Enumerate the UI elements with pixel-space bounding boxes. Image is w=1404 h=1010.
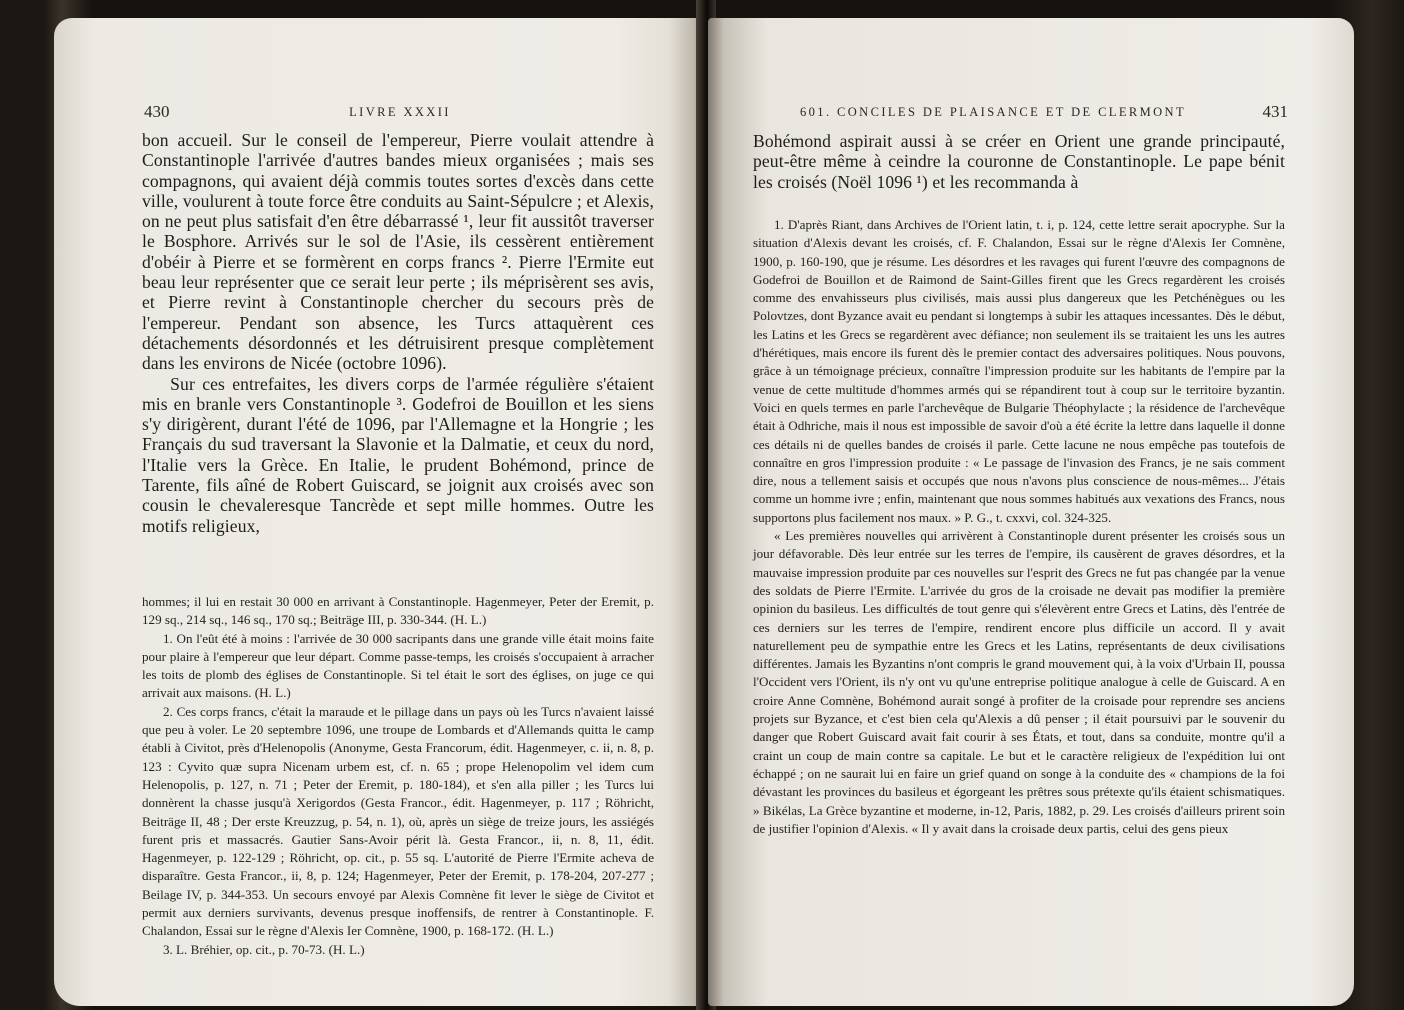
footnote: 3. L. Bréhier, op. cit., p. 70-73. (H. L.) xyxy=(162,941,365,957)
footnote: 1. D'après Riant, dans Archives de l'Orient latin, t. i, p. 124, cette lettre serait apocryphe. Sur la situation d'Alexis devant les croisés, cf. F. Chalandon, Essai sur le règne d'Alexis Ier Comnène, 1900, p. 160-190, que je résume. Les désordres et les ravages qui furent l'œuvre des compagnons de Godefroi de Bouillon et de Raimond de Saint-Gilles firent que les Grecs regardèrent les croisés comme des envahisseurs plus civilisés, mais aussi plus dangereux que les Petchénègues ou les Polovtzes, dont Byzance avait eu pendant si longtemps à subir les attaques incessantes. Dès le début, les Latins et les Grecs se regardèrent avec défiance; non seulement ils se traitaient les uns les autres d'hérétiques, mais encore ils furent dès le premier contact des adversaires politiques. Nous pouvons, grâce à un témoignage précieux, connaître l'impression produite sur les habitants de l'empire par la venue de cette multitude d'hommes armés qui se répandirent tout à coup sur le territoire byzantin. Voici en quels termes en parle l'archevêque de Bulgarie Théophylacte ; la résidence de l'archevêque était à Odhriche, mais il nous est impossible de savoir d'où a été écrite la lettre dans laquelle il donne ces détails ni de quelles bandes de croisés il parle. Cette lacune ne nous empêche pas toutefois de connaître en gros l'impression produite : « Le passage de l'invasion des Francs, je ne sais comment dire, nous a tellement saisis et occupés que nous n'avons plus conscience de nous-mêmes... J'étais comme un homme ivre ; enfin, maintenant que nous sommes habitués aux vexations des Francs, nous supportons plus facilement nos maux. » P. G., t. cxxvi, col. 324-325. xyxy=(753,217,1286,525)
running-head-title-right: 601. CONCILES DE PLAISANCE ET DE CLERMONT xyxy=(800,105,1187,119)
body-paragraph: Bohémond aspirait aussi à se créer en Orient une grande principauté, peut-être même à ceindre la couronne de Constantinople. Le pape bénit les croisés (Noël 1096 ¹) et les recommanda à xyxy=(753,131,1285,192)
left-body-text xyxy=(142,130,654,536)
footnote-continued: hommes; il lui en restait 30 000 en arrivant à Constantinople. Hagenmeyer, Peter der Eremit, p. 129 sq., 214 sq., 146 sq., 170 sq.; Beiträge III, p. 330-344. (H. L.) xyxy=(142,594,654,628)
left-footnotes xyxy=(142,593,654,959)
running-head-title-left: LIVRE XXXII xyxy=(349,105,451,119)
right-body-text xyxy=(753,131,1285,192)
body-paragraph: Sur ces entrefaites, les divers corps de l'armée régulière s'étaient mis en branle vers Constantinople ³. Godefroi de Bouillon et les siens s'y dirigèrent, durant l'été de 1096, par l'Allemagne et la Hongrie ; les Français du sud traversant la Slavonie et la Dalmatie, et ceux du nord, l'Italie vers la Grèce. En Italie, le prudent Bohémond, prince de Tarente, fils aîné de Robert Guiscard, se joignit aux croisés avec son cousin le chevaleresque Tancrède et sept mille hommes. Outre les motifs religieux, xyxy=(142,373,654,536)
footnote: 1. On l'eût été à moins : l'arrivée de 30 000 sacripants dans une grande ville était moins faite pour plaire à l'empereur que leur départ. Comme passe-temps, les croisés s'occupaient à arracher les toits de plomb des églises de Constantinople. Si tel était le sort des églises, on juge ce qui arrivait aux maisons. (H. L.) xyxy=(142,630,654,701)
body-paragraph: bon accueil. Sur le conseil de l'empereur, Pierre voulait attendre à Constantinople l'arrivée d'autres bandes mieux organisées ; mais ses compagnons, qui avaient déjà commis toutes sortes d'excès dans cette ville, voulurent à toute force être conduits au Saint-Sépulcre ; et Alexis, on ne peut plus satisfait d'en être débarrassé ¹, leur fit aussitôt traverser le Bosphore. Arrivés sur le sol de l'Asie, ils cessèrent entièrement d'obéir à Pierre et se formèrent en corps francs ². Pierre l'Ermite eut beau leur représenter que ce serait leur perte ; ils méprisèrent ses avis, et Pierre revint à Constantinople chercher du secours près de l'empereur. Pendant son absence, les Turcs attaquèrent ces détachements désordonnés et les détruisirent presque complètement dans les environs de Nicée (octobre 1096). xyxy=(142,130,654,374)
page-number-right: 431 xyxy=(1262,102,1288,121)
page-number-left: 430 xyxy=(144,102,170,121)
right-page xyxy=(708,18,1354,1006)
right-running-head xyxy=(752,102,1288,126)
left-page xyxy=(54,18,702,1006)
left-running-head xyxy=(144,102,656,126)
footnote-quote: « Les premières nouvelles qui arrivèrent à Constantinople durent présenter les croisés sous un jour défavorable. Dès leur entrée sur les terres de l'empire, ils causèrent de graves désordres, et la mauvaise impression produite par ces nouvelles sur l'esprit des Grecs ne fut pas changée par la venue des soldats de Pierre l'Ermite. L'arrivée du gros de la croisade ne devait pas modifier la première opinion du basileus. Les difficultés de tout genre qui s'élevèrent entre Grecs et Latins, dès l'entrée de ces derniers sur les terres de l'empire, rendirent encore plus difficile un accord. Il y avait naturellement peu de sympathie entre les Grecs et les Latins, représentants de deux civilisations différentes. Jamais les Byzantins n'ont compris le grand mouvement qui, à la voix d'Urbain II, poussa l'Occident vers l'Orient, ils n'y ont vu qu'une entreprise politique analogue à celle de Guiscard. A en croire Anne Comnène, Bohémond aurait songé à profiter de la croisade pour reprendre ses anciens projets sur Byzance, et c'est bien cela qu'Alexis a dû penser ; il était poursuivi par le souvenir du danger que Robert Guiscard avait fait courir à ses États, et tout, dans sa conduite, montre qu'il a craint un coup de main contre sa capitale. Le but et le caractère religieux de l'expédition lui ont échappé ; on ne saurait lui en faire un grief quand on songe à la conduite des « champions de la foi dévastant les provinces du basileus et égorgeant les prêtres sous prétexte qu'ils étaient schismatiques. » Bikélas, La Grèce byzantine et moderne, in-12, Paris, 1882, p. 29. Les croisés d'ailleurs prirent soin de justifier l'opinion d'Alexis. « Il y avait dans la croisade deux partis, celui des gens pieux xyxy=(753,528,1285,836)
footnote: 2. Ces corps francs, c'était la maraude et le pillage dans un pays où les Turcs n'avaient laissé que peu à voler. Le 20 septembre 1096, une troupe de Lombards et d'Allemands quitta le camp établi à Civitot, près d'Helenopolis (Anonyme, Gesta Francorum, édit. Hagenmeyer, c. ii, n. 8, p. 123 : Cyvito quæ supra Nicenam urbem est, cf. n. 65 ; prope Helenopolim vel idem cum Helenopolis, p. 127, n. 71 ; Peter der Eremit, p. 180-184), et s'en alla piller ; les Turcs lui donnèrent la chasse jusqu'à Xerigordos (Gesta Francor., édit. Hagenmeyer, p. 117 ; Röhricht, Beiträge II, 48 ; Der erste Kreuzzug, p. 54, n. 1), où, après un siège de treize jours, les assiégés furent pris et massacrés. Gautier Sans-Avoir périt là. Gesta Francor., ii, n. 8, 11, édit. Hagenmeyer, p. 122-129 ; Röhricht, op. cit., p. 55 sq. L'autorité de Pierre l'Ermite acheva de disparaître. Gesta Francor., ii, 8, p. 124; Hagenmeyer, Peter der Eremit, p. 178-204, 207-277 ; Beilage IV, p. 344-353. Un secours envoyé par Alexis Comnène fit lever le siège de Civitot et permit aux derniers survivants, devenus presque inoffensifs, de rentrer à Constantinople. F. Chalandon, Essai sur le règne d'Alexis Ier Comnène, 1900, p. 168-172. (H. L.) xyxy=(142,703,654,939)
right-footnotes xyxy=(753,216,1285,838)
